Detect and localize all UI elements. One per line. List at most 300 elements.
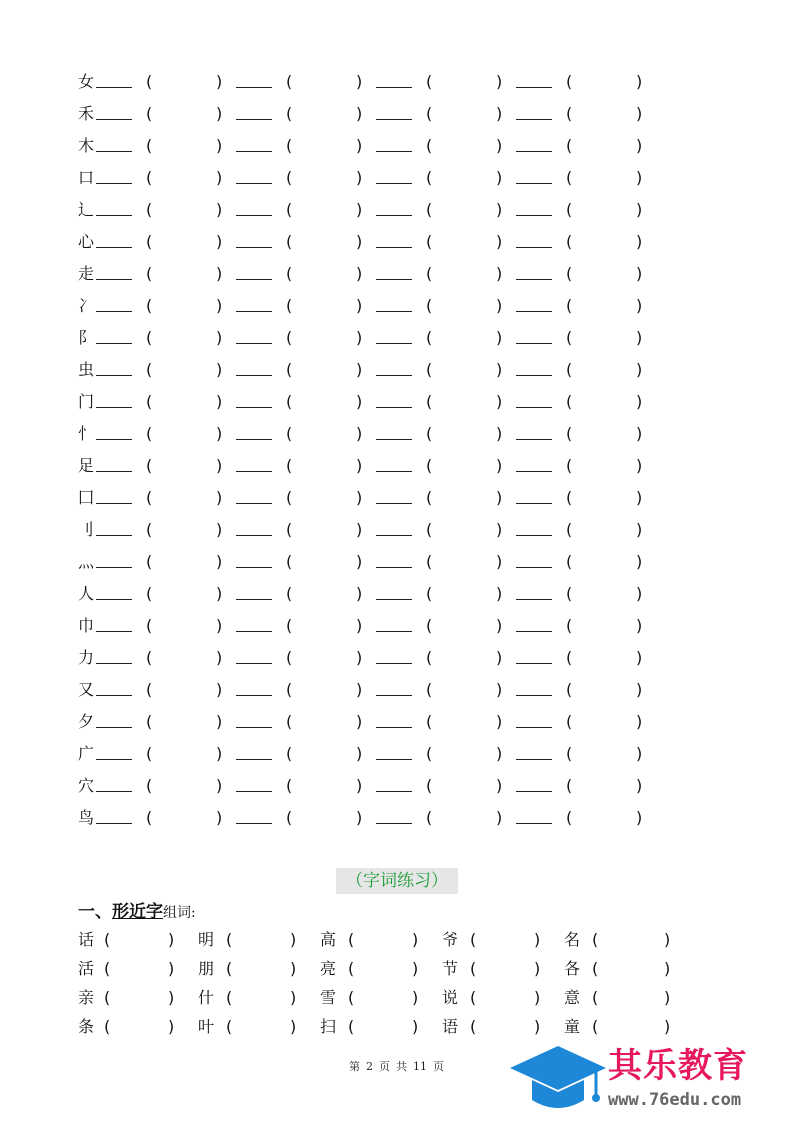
open-paren: (	[146, 104, 153, 123]
answer-blank[interactable]	[516, 151, 552, 152]
answer-blank[interactable]	[236, 247, 272, 248]
open-paren: (	[286, 360, 293, 379]
answer-blank[interactable]	[516, 343, 552, 344]
open-paren: (	[286, 168, 293, 187]
answer-blank[interactable]	[516, 791, 552, 792]
brand-url: www.76edu.com	[608, 1090, 742, 1110]
open-paren: (	[146, 712, 153, 731]
close-paren: )	[636, 168, 643, 187]
question-instruction: 组词:	[163, 905, 196, 921]
open-paren: (	[286, 712, 293, 731]
close-paren: )	[356, 680, 363, 699]
answer-blank[interactable]	[376, 151, 412, 152]
open-paren: (	[566, 552, 573, 571]
close-paren: )	[496, 520, 503, 539]
answer-blank[interactable]	[236, 151, 272, 152]
answer-blank[interactable]	[376, 247, 412, 248]
radical-row	[0, 742, 793, 766]
close-paren: )	[412, 1017, 419, 1036]
radical-char: 又	[78, 680, 95, 699]
similar-char: 条	[78, 1017, 95, 1036]
close-paren: )	[290, 959, 297, 978]
answer-blank[interactable]	[236, 215, 272, 216]
close-paren: )	[496, 456, 503, 475]
open-paren: (	[146, 584, 153, 603]
close-paren: )	[216, 616, 223, 635]
footer-pre: 第	[349, 1060, 360, 1073]
radical-char: 灬	[78, 552, 95, 571]
open-paren: (	[146, 744, 153, 763]
answer-blank[interactable]	[376, 279, 412, 280]
open-paren[interactable]: (	[348, 988, 355, 1007]
open-paren: (	[146, 616, 153, 635]
close-paren: )	[636, 616, 643, 635]
open-paren: (	[286, 72, 293, 91]
answer-blank[interactable]	[96, 503, 132, 504]
word-row	[0, 957, 793, 981]
radical-char: 足	[78, 456, 95, 475]
close-paren: )	[356, 72, 363, 91]
answer-blank[interactable]	[376, 503, 412, 504]
radical-row	[0, 422, 793, 446]
close-paren: )	[216, 776, 223, 795]
radical-char: 虫	[78, 360, 95, 379]
answer-blank[interactable]	[376, 471, 412, 472]
close-paren: )	[496, 136, 503, 155]
answer-blank[interactable]	[516, 567, 552, 568]
close-paren: )	[412, 930, 419, 949]
similar-char: 活	[78, 959, 95, 978]
close-paren: )	[356, 392, 363, 411]
close-paren: )	[216, 296, 223, 315]
brand-logo	[508, 1040, 793, 1122]
open-paren: (	[426, 424, 433, 443]
radical-char: 囗	[78, 488, 95, 507]
open-paren[interactable]: (	[104, 988, 111, 1007]
close-paren: )	[216, 648, 223, 667]
open-paren: (	[146, 808, 153, 827]
open-paren: (	[146, 168, 153, 187]
open-paren[interactable]: (	[348, 1017, 355, 1036]
open-paren: (	[286, 392, 293, 411]
answer-blank[interactable]	[516, 823, 552, 824]
question-number: 一、	[78, 902, 112, 922]
answer-blank[interactable]	[96, 663, 132, 664]
open-paren: (	[426, 296, 433, 315]
answer-blank[interactable]	[376, 119, 412, 120]
answer-blank[interactable]	[516, 727, 552, 728]
answer-blank[interactable]	[376, 727, 412, 728]
answer-blank[interactable]	[376, 759, 412, 760]
radical-char: 女	[78, 72, 95, 91]
similar-char: 童	[564, 1017, 581, 1036]
section-title: （字词练习）	[336, 868, 458, 894]
answer-blank[interactable]	[376, 535, 412, 536]
answer-blank[interactable]	[96, 599, 132, 600]
answer-blank[interactable]	[516, 183, 552, 184]
answer-blank[interactable]	[96, 183, 132, 184]
answer-blank[interactable]	[236, 567, 272, 568]
close-paren: )	[216, 744, 223, 763]
answer-blank[interactable]	[96, 407, 132, 408]
close-paren: )	[636, 328, 643, 347]
open-paren: (	[286, 744, 293, 763]
radical-char: 木	[78, 136, 95, 155]
open-paren: (	[566, 488, 573, 507]
radical-row	[0, 390, 793, 414]
answer-blank[interactable]	[236, 631, 272, 632]
close-paren: )	[636, 520, 643, 539]
answer-blank[interactable]	[96, 215, 132, 216]
answer-blank[interactable]	[236, 471, 272, 472]
answer-blank[interactable]	[376, 631, 412, 632]
close-paren: )	[636, 648, 643, 667]
similar-char: 语	[442, 1017, 459, 1036]
open-paren[interactable]: (	[104, 930, 111, 949]
open-paren[interactable]: (	[226, 959, 233, 978]
close-paren: )	[356, 328, 363, 347]
open-paren: (	[286, 232, 293, 251]
answer-blank[interactable]	[96, 535, 132, 536]
open-paren: (	[566, 424, 573, 443]
open-paren: (	[426, 72, 433, 91]
close-paren: )	[664, 959, 671, 978]
radical-row	[0, 198, 793, 222]
answer-blank[interactable]	[236, 439, 272, 440]
close-paren: )	[356, 456, 363, 475]
close-paren: )	[216, 520, 223, 539]
answer-blank[interactable]	[376, 343, 412, 344]
radical-row	[0, 358, 793, 382]
close-paren: )	[636, 488, 643, 507]
open-paren: (	[146, 520, 153, 539]
answer-blank[interactable]	[236, 311, 272, 312]
radical-char: 鸟	[78, 808, 95, 827]
answer-blank[interactable]	[516, 215, 552, 216]
open-paren: (	[426, 808, 433, 827]
answer-blank[interactable]	[376, 375, 412, 376]
similar-char: 亮	[320, 959, 337, 978]
open-paren: (	[426, 328, 433, 347]
open-paren: (	[146, 680, 153, 699]
answer-blank[interactable]	[516, 503, 552, 504]
question-keyword: 形近字	[112, 902, 163, 922]
open-paren[interactable]: (	[592, 959, 599, 978]
open-paren: (	[286, 136, 293, 155]
open-paren: (	[426, 616, 433, 635]
similar-char: 雪	[320, 988, 337, 1007]
open-paren: (	[426, 680, 433, 699]
open-paren[interactable]: (	[470, 959, 477, 978]
open-paren[interactable]: (	[348, 930, 355, 949]
similar-char: 什	[198, 988, 215, 1007]
close-paren: )	[636, 744, 643, 763]
radical-row	[0, 454, 793, 478]
radical-char: 力	[78, 648, 95, 667]
open-paren: (	[566, 584, 573, 603]
answer-blank[interactable]	[96, 759, 132, 760]
answer-blank[interactable]	[96, 343, 132, 344]
open-paren: (	[566, 360, 573, 379]
close-paren: )	[496, 72, 503, 91]
open-paren[interactable]: (	[470, 930, 477, 949]
close-paren: )	[216, 584, 223, 603]
answer-blank[interactable]	[236, 663, 272, 664]
open-paren: (	[566, 136, 573, 155]
open-paren: (	[286, 808, 293, 827]
radical-char: 忄	[78, 424, 95, 443]
answer-blank[interactable]	[516, 311, 552, 312]
open-paren[interactable]: (	[226, 988, 233, 1007]
open-paren: (	[566, 648, 573, 667]
answer-blank[interactable]	[516, 375, 552, 376]
answer-blank[interactable]	[236, 183, 272, 184]
open-paren: (	[146, 392, 153, 411]
answer-blank[interactable]	[376, 695, 412, 696]
footer-mid2: 共	[396, 1060, 407, 1073]
open-paren[interactable]: (	[470, 988, 477, 1007]
answer-blank[interactable]	[516, 535, 552, 536]
radical-row	[0, 678, 793, 702]
open-paren: (	[566, 712, 573, 731]
answer-blank[interactable]	[376, 407, 412, 408]
open-paren[interactable]: (	[470, 1017, 477, 1036]
similar-char: 扫	[320, 1017, 337, 1036]
answer-blank[interactable]	[376, 439, 412, 440]
radical-char: 巾	[78, 616, 95, 635]
radical-row	[0, 70, 793, 94]
answer-blank[interactable]	[376, 215, 412, 216]
close-paren: )	[534, 959, 541, 978]
answer-blank[interactable]	[516, 439, 552, 440]
open-paren: (	[566, 392, 573, 411]
close-paren: )	[496, 680, 503, 699]
open-paren: (	[566, 680, 573, 699]
open-paren: (	[566, 520, 573, 539]
answer-blank[interactable]	[376, 567, 412, 568]
answer-blank[interactable]	[96, 471, 132, 472]
close-paren: )	[290, 1017, 297, 1036]
answer-blank[interactable]	[516, 663, 552, 664]
answer-blank[interactable]	[516, 759, 552, 760]
radical-row	[0, 230, 793, 254]
answer-blank[interactable]	[96, 279, 132, 280]
similar-char: 话	[78, 930, 95, 949]
open-paren[interactable]: (	[226, 1017, 233, 1036]
answer-blank[interactable]	[96, 151, 132, 152]
close-paren: )	[496, 616, 503, 635]
answer-blank[interactable]	[236, 727, 272, 728]
answer-blank[interactable]	[96, 791, 132, 792]
answer-blank[interactable]	[516, 119, 552, 120]
answer-blank[interactable]	[516, 87, 552, 88]
answer-blank[interactable]	[376, 823, 412, 824]
close-paren: )	[496, 360, 503, 379]
close-paren: )	[664, 988, 671, 1007]
answer-blank[interactable]	[236, 503, 272, 504]
radical-row	[0, 614, 793, 638]
open-paren[interactable]: (	[104, 1017, 111, 1036]
answer-blank[interactable]	[376, 791, 412, 792]
open-paren: (	[426, 744, 433, 763]
radical-row	[0, 774, 793, 798]
close-paren: )	[496, 488, 503, 507]
open-paren: (	[286, 296, 293, 315]
similar-char: 各	[564, 959, 581, 978]
close-paren: )	[496, 584, 503, 603]
radical-row	[0, 294, 793, 318]
answer-blank[interactable]	[516, 695, 552, 696]
radical-char: 门	[78, 392, 95, 411]
answer-blank[interactable]	[376, 311, 412, 312]
answer-blank[interactable]	[236, 375, 272, 376]
close-paren: )	[496, 776, 503, 795]
answer-blank[interactable]	[516, 279, 552, 280]
radical-row	[0, 550, 793, 574]
close-paren: )	[216, 808, 223, 827]
close-paren: )	[636, 584, 643, 603]
close-paren: )	[496, 424, 503, 443]
open-paren: (	[566, 296, 573, 315]
close-paren: )	[356, 168, 363, 187]
close-paren: )	[216, 328, 223, 347]
answer-blank[interactable]	[96, 247, 132, 248]
open-paren[interactable]: (	[592, 988, 599, 1007]
open-paren[interactable]: (	[592, 1017, 599, 1036]
close-paren: )	[636, 296, 643, 315]
open-paren: (	[426, 136, 433, 155]
open-paren: (	[566, 104, 573, 123]
answer-blank[interactable]	[96, 375, 132, 376]
close-paren: )	[216, 264, 223, 283]
open-paren: (	[566, 232, 573, 251]
answer-blank[interactable]	[96, 567, 132, 568]
open-paren: (	[146, 200, 153, 219]
answer-blank[interactable]	[96, 119, 132, 120]
open-paren[interactable]: (	[104, 959, 111, 978]
open-paren[interactable]: (	[226, 930, 233, 949]
close-paren: )	[412, 988, 419, 1007]
open-paren: (	[146, 776, 153, 795]
answer-blank[interactable]	[96, 311, 132, 312]
answer-blank[interactable]	[236, 599, 272, 600]
answer-blank[interactable]	[516, 471, 552, 472]
open-paren[interactable]: (	[592, 930, 599, 949]
answer-blank[interactable]	[236, 87, 272, 88]
answer-blank[interactable]	[516, 407, 552, 408]
close-paren: )	[636, 808, 643, 827]
close-paren: )	[356, 424, 363, 443]
open-paren: (	[566, 328, 573, 347]
close-paren: )	[356, 584, 363, 603]
similar-char: 叶	[198, 1017, 215, 1036]
answer-blank[interactable]	[96, 727, 132, 728]
radical-row	[0, 710, 793, 734]
close-paren: )	[216, 168, 223, 187]
open-paren: (	[286, 104, 293, 123]
answer-blank[interactable]	[236, 759, 272, 760]
answer-blank[interactable]	[376, 663, 412, 664]
open-paren: (	[146, 296, 153, 315]
answer-blank[interactable]	[236, 279, 272, 280]
close-paren: )	[636, 104, 643, 123]
answer-blank[interactable]	[376, 87, 412, 88]
close-paren: )	[216, 712, 223, 731]
answer-blank[interactable]	[516, 599, 552, 600]
open-paren: (	[146, 424, 153, 443]
close-paren: )	[356, 712, 363, 731]
close-paren: )	[356, 360, 363, 379]
close-paren: )	[496, 104, 503, 123]
close-paren: )	[216, 680, 223, 699]
radical-row	[0, 134, 793, 158]
graduation-cap-icon	[508, 1040, 608, 1122]
open-paren: (	[146, 328, 153, 347]
answer-blank[interactable]	[236, 695, 272, 696]
answer-blank[interactable]	[236, 343, 272, 344]
radical-row	[0, 806, 793, 830]
answer-blank[interactable]	[236, 119, 272, 120]
open-paren: (	[286, 456, 293, 475]
answer-blank[interactable]	[516, 631, 552, 632]
close-paren: )	[216, 392, 223, 411]
radical-char: 穴	[78, 776, 95, 795]
answer-blank[interactable]	[236, 823, 272, 824]
close-paren: )	[636, 136, 643, 155]
open-paren: (	[426, 104, 433, 123]
close-paren: )	[496, 712, 503, 731]
answer-blank[interactable]	[376, 183, 412, 184]
close-paren: )	[534, 930, 541, 949]
open-paren: (	[426, 520, 433, 539]
answer-blank[interactable]	[236, 535, 272, 536]
answer-blank[interactable]	[96, 87, 132, 88]
answer-blank[interactable]	[236, 407, 272, 408]
close-paren: )	[496, 168, 503, 187]
open-paren: (	[146, 264, 153, 283]
answer-blank[interactable]	[516, 247, 552, 248]
answer-blank[interactable]	[96, 823, 132, 824]
close-paren: )	[356, 808, 363, 827]
open-paren: (	[146, 488, 153, 507]
radical-row	[0, 486, 793, 510]
radical-char: 禾	[78, 104, 95, 123]
open-paren: (	[426, 200, 433, 219]
answer-blank[interactable]	[376, 599, 412, 600]
open-paren: (	[566, 264, 573, 283]
open-paren: (	[566, 744, 573, 763]
word-row	[0, 1015, 793, 1039]
close-paren: )	[496, 264, 503, 283]
radical-row	[0, 582, 793, 606]
footer-mid1: 页	[379, 1060, 390, 1073]
close-paren: )	[356, 264, 363, 283]
close-paren: )	[216, 104, 223, 123]
radical-char: 人	[78, 584, 95, 603]
answer-blank[interactable]	[236, 791, 272, 792]
answer-blank[interactable]	[96, 439, 132, 440]
radical-row	[0, 262, 793, 286]
answer-blank[interactable]	[96, 695, 132, 696]
open-paren[interactable]: (	[348, 959, 355, 978]
radical-char: 冫	[78, 296, 95, 315]
open-paren: (	[426, 456, 433, 475]
close-paren: )	[216, 72, 223, 91]
answer-blank[interactable]	[96, 631, 132, 632]
radical-row	[0, 518, 793, 542]
close-paren: )	[496, 200, 503, 219]
brand-name: 其乐教育	[608, 1046, 748, 1086]
